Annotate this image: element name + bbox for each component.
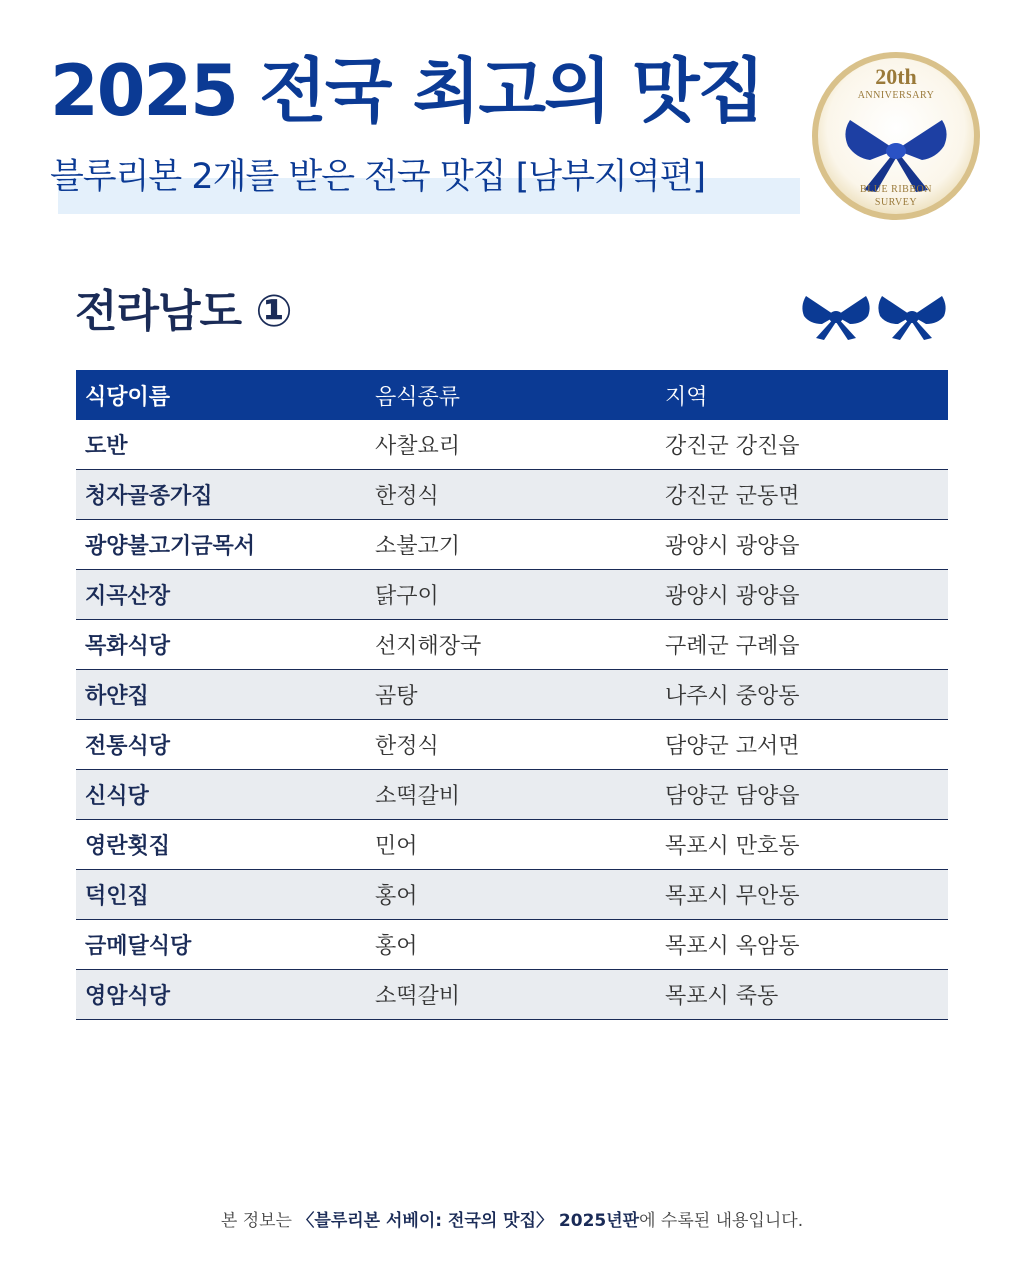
food-type: 소불고기	[375, 534, 461, 559]
restaurant-name: 덕인집	[85, 884, 149, 909]
restaurant-name: 금메달식당	[85, 934, 192, 959]
food-type: 소떡갈비	[375, 784, 461, 809]
restaurant-name: 청자골종가집	[85, 484, 213, 509]
source-note-book: 〈블루리본 서베이: 전국의 맛집〉 2025년판	[297, 1211, 640, 1231]
table-header-row	[76, 370, 948, 420]
table-row	[76, 570, 948, 620]
food-type: 선지해장국	[375, 634, 482, 659]
table-row	[76, 970, 948, 1020]
region: 담양군 담양읍	[665, 784, 800, 809]
blue-ribbon-20th-anniversary-badge	[810, 50, 982, 222]
restaurant-name: 목화식당	[85, 634, 171, 659]
subtitle-block	[50, 157, 705, 197]
region: 광양시 광양읍	[665, 534, 800, 559]
table-row	[76, 920, 948, 970]
table-row	[76, 770, 948, 820]
region: 광양시 광양읍	[665, 584, 800, 609]
table-body	[76, 420, 948, 1020]
food-type: 사찰요리	[375, 434, 461, 459]
food-type: 곰탕	[375, 684, 418, 709]
table-row	[76, 420, 948, 470]
table-row	[76, 820, 948, 870]
badge-20th-text: 20th	[875, 64, 917, 89]
source-note-suffix: 에 수록된 내용입니다.	[639, 1211, 804, 1231]
two-ribbons-rating	[800, 290, 950, 342]
region: 구례군 구례읍	[665, 634, 800, 659]
ribbon-icon	[802, 296, 869, 340]
table-row	[76, 520, 948, 570]
restaurant-name: 신식당	[85, 784, 149, 809]
region: 나주시 중앙동	[665, 684, 800, 709]
food-type: 민어	[375, 834, 418, 859]
restaurant-name: 광양불고기금목서	[85, 534, 256, 559]
table-row	[76, 720, 948, 770]
food-type: 한정식	[375, 484, 439, 509]
source-note	[0, 1206, 1024, 1231]
column-header-region: 지역	[665, 384, 708, 410]
food-type: 홍어	[375, 934, 418, 959]
column-header-food-type: 음식종류	[375, 384, 461, 410]
food-type: 닭구이	[375, 584, 439, 609]
ribbon-icon	[878, 296, 945, 340]
badge-blue-ribbon-text: BLUE RIBBON	[860, 184, 932, 195]
source-note-prefix: 본 정보는	[220, 1211, 298, 1231]
region: 강진군 군동면	[665, 484, 800, 509]
column-header-restaurant-name: 식당이름	[85, 384, 171, 410]
badge-survey-text: SURVEY	[874, 197, 918, 208]
table-row	[76, 870, 948, 920]
badge-anniversary-text: ANNIVERSARY	[857, 90, 935, 101]
restaurant-table	[76, 370, 948, 1020]
restaurant-name: 전통식당	[85, 734, 171, 759]
food-type: 한정식	[375, 734, 439, 759]
page-subtitle: 블루리본 2개를 받은 전국 맛집 [남부지역편]	[50, 157, 705, 197]
table-row	[76, 670, 948, 720]
restaurant-name: 지곡산장	[85, 584, 171, 609]
table-row	[76, 620, 948, 670]
food-type: 소떡갈비	[375, 984, 461, 1009]
region: 목포시 무안동	[665, 884, 800, 909]
region-title: 전라남도 ①	[75, 286, 292, 337]
region: 목포시 만호동	[665, 834, 800, 859]
restaurant-name: 영암식당	[85, 984, 171, 1009]
region: 담양군 고서면	[665, 734, 800, 759]
region: 목포시 죽동	[665, 984, 779, 1009]
region: 강진군 강진읍	[665, 434, 800, 459]
restaurant-name: 영란횟집	[85, 834, 171, 859]
restaurant-name: 도반	[85, 434, 128, 459]
restaurant-name: 하얀집	[85, 684, 149, 709]
page-title: 2025 전국 최고의 맛집	[50, 50, 764, 132]
food-type: 홍어	[375, 884, 418, 909]
table-row	[76, 470, 948, 520]
region: 목포시 옥암동	[665, 934, 800, 959]
